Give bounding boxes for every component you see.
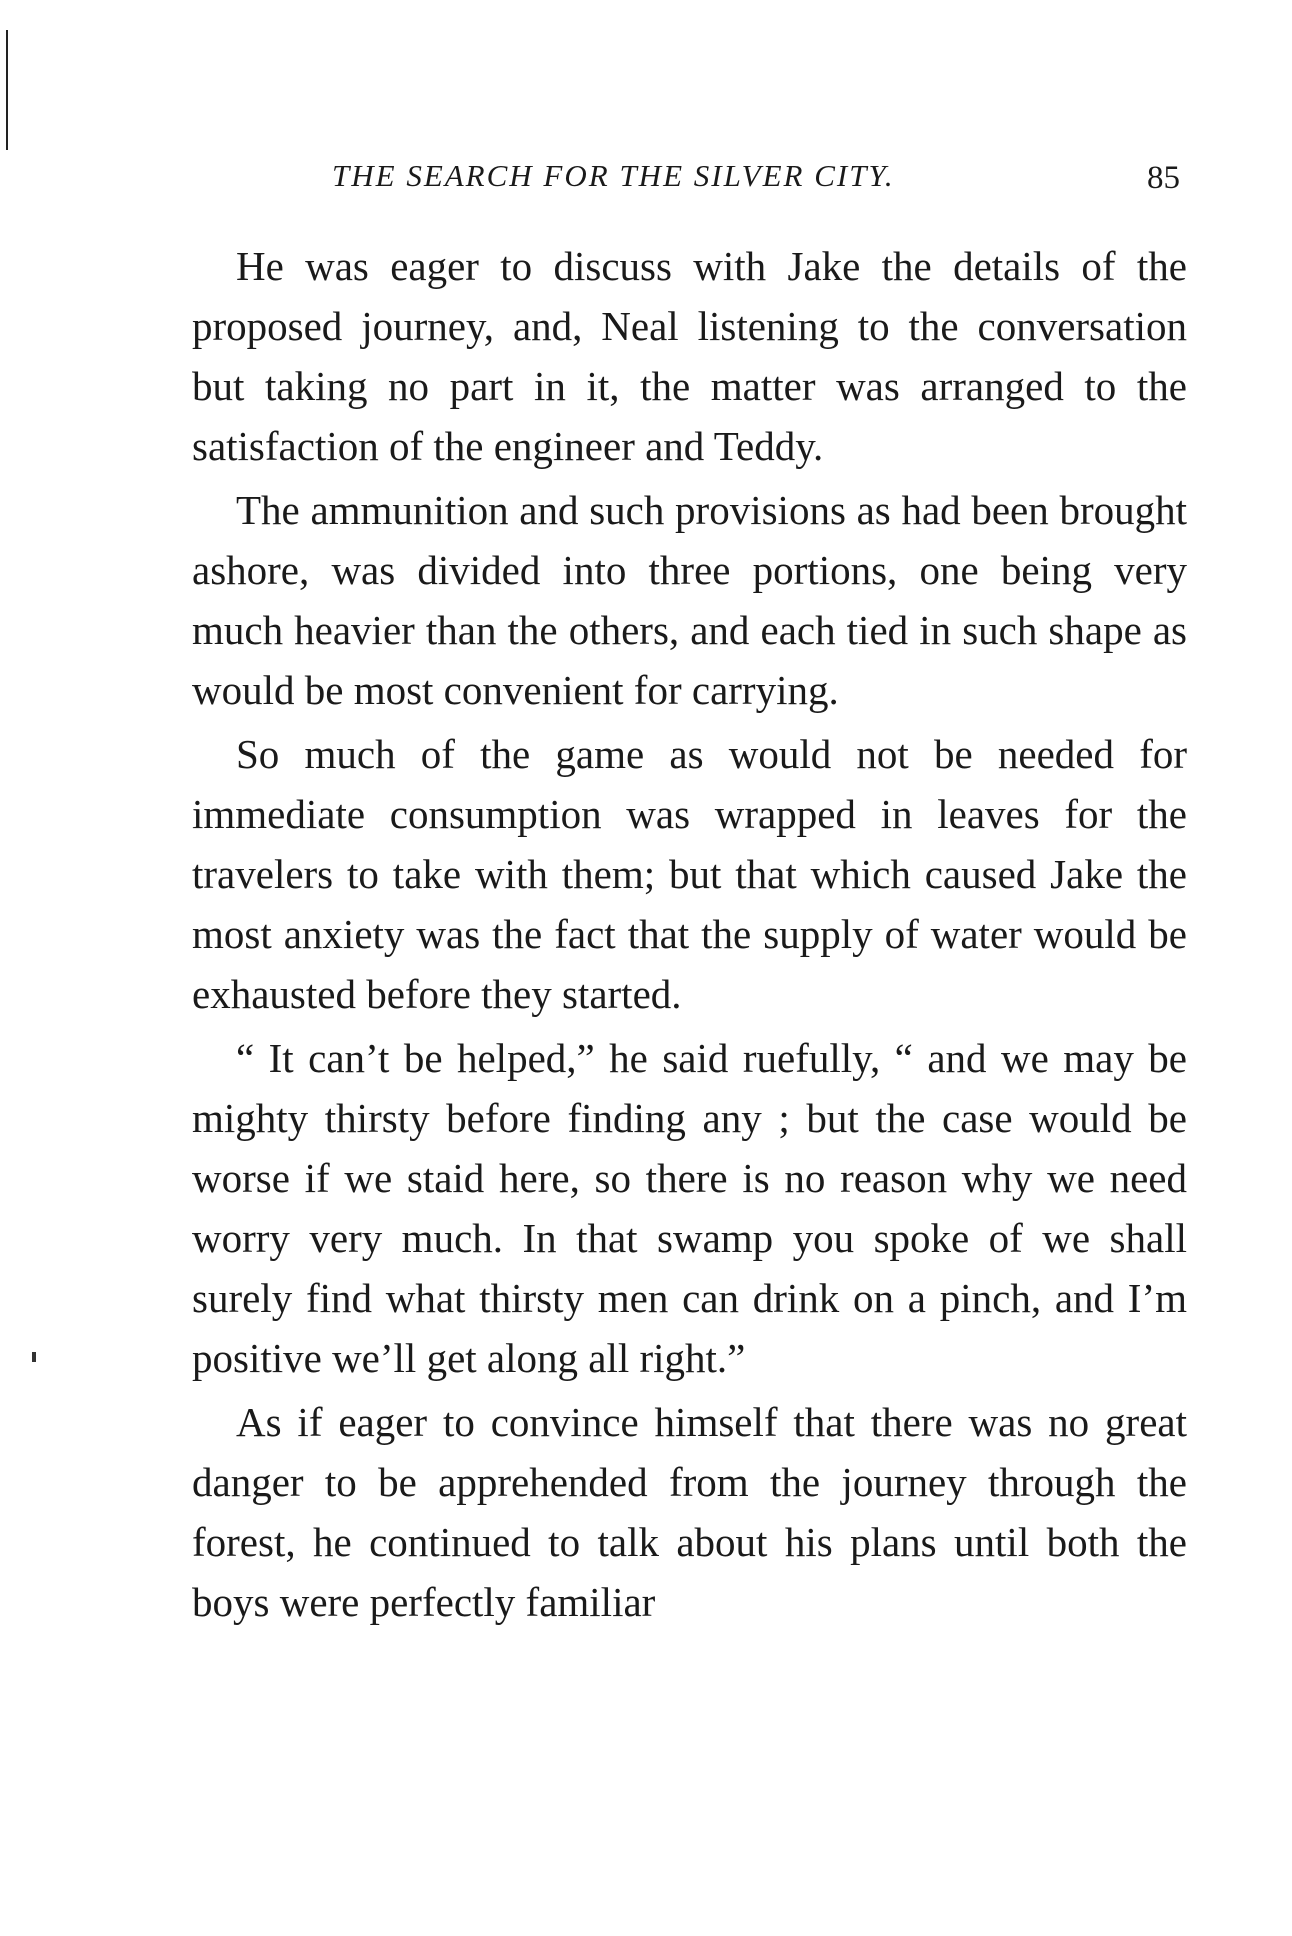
paragraph: The ammunition and such provisions as had been brought ashore, was divided into three portions, one being very much heavier than the others, and each tied in such shape as would be most convenient for carrying. bbox=[192, 487, 1187, 713]
paragraph: “ It can’t be helped,” he said ruefully, “ and we may be mighty thirsty before finding any ; but the case would be worse if we staid here, so there is no reason why we need worry very much. In that swamp you spoke of we shall surely find what thirsty men can drink on a pinch, and I’m positive we’ll get along all right.” bbox=[192, 1035, 1187, 1381]
scan-edge-line bbox=[6, 30, 8, 150]
margin-mark bbox=[32, 1352, 36, 1362]
paragraph: So much of the game as would not be needed for immediate consumption was wrapped in leaves for the travelers to take with them; but that which caused Jake the most anxiety was the fact that the supply of water would be exhausted before they started. bbox=[192, 731, 1187, 1017]
running-title: THE SEARCH FOR THE SILVER CITY. bbox=[332, 158, 895, 193]
page-number: 85 bbox=[1147, 160, 1180, 196]
paragraph: He was eager to discuss with Jake the details of the proposed journey, and, Neal listening to the conversation but taking no part in it, the matter was arranged to the satisfaction of the engineer and Teddy. bbox=[192, 243, 1187, 469]
running-head bbox=[192, 150, 1192, 200]
body-text bbox=[192, 236, 1187, 1632]
paragraph: As if eager to convince himself that there was no great danger to be apprehended from the journey through the forest, he continued to talk about his plans until both the boys were perfectly familiar bbox=[192, 1399, 1187, 1625]
